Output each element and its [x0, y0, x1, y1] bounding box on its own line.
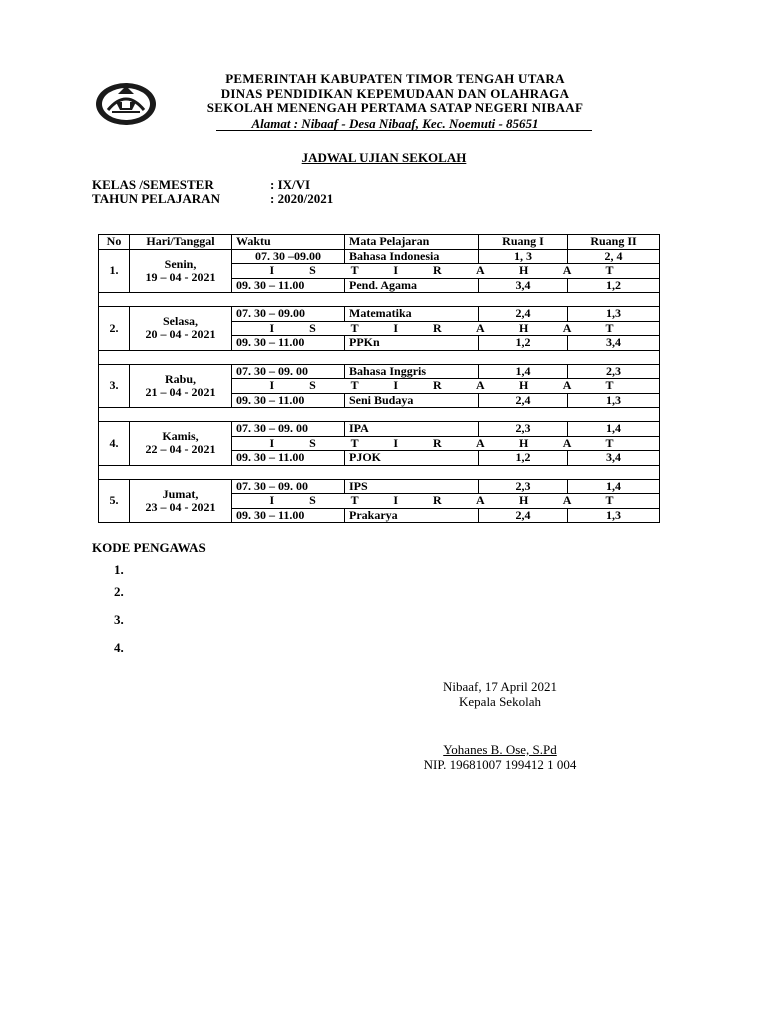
- list-item: 1.: [114, 562, 124, 577]
- session-2-subject: Prakarya: [345, 508, 479, 523]
- session-1-room-2: 2, 4: [568, 249, 660, 264]
- list-item: 3.: [114, 612, 124, 627]
- session-2-time: 09. 30 – 11.00: [232, 508, 345, 523]
- day-number: 5.: [99, 479, 130, 523]
- kelas-value: : IX/VI: [270, 177, 311, 192]
- session-2-room-2: 3,4: [568, 451, 660, 466]
- spacer-row: [99, 350, 660, 364]
- supervisor-code-section: [92, 540, 206, 668]
- session-2-room-2: 1,3: [568, 508, 660, 523]
- day-number: 4.: [99, 422, 130, 466]
- break-label: I S T I R A H A T: [232, 379, 660, 394]
- session-1-room-2: 1,4: [568, 422, 660, 437]
- session-1-subject: IPA: [345, 422, 479, 437]
- session-2-time: 09. 30 – 11.00: [232, 336, 345, 351]
- break-label: I S T I R A H A T: [232, 494, 660, 509]
- list-item: 4.: [114, 640, 124, 655]
- letterhead-line-2: DINAS PENDIDIKAN KEPEMUDAAN DAN OLAHRAGA: [220, 85, 570, 101]
- day-date-cell: Jumat, 23 – 04 - 2021: [130, 479, 232, 523]
- day-number: 2.: [99, 307, 130, 351]
- session-2-room-2: 1,2: [568, 278, 660, 293]
- tahun-value: : 2020/2021: [270, 191, 334, 206]
- school-emblem-logo: [94, 80, 158, 128]
- session-1-room-1: 2,3: [479, 422, 568, 437]
- session-2-subject: PJOK: [345, 451, 479, 466]
- session-1-subject: Bahasa Indonesia: [345, 249, 479, 264]
- session-2-time: 09. 30 – 11.00: [232, 451, 345, 466]
- session-2-time: 09. 30 – 11.00: [232, 278, 345, 293]
- table-row: [99, 249, 660, 264]
- spacer-row: [99, 465, 660, 479]
- session-1-time: 07. 30 – 09. 00: [232, 422, 345, 437]
- session-1-room-2: 2,3: [568, 364, 660, 379]
- session-2-room-1: 2,4: [479, 508, 568, 523]
- signature-place-date: Nibaaf, 17 April 2021: [442, 679, 558, 694]
- day-date-cell: Senin, 19 – 04 - 2021: [130, 249, 232, 293]
- table-row: [99, 422, 660, 437]
- session-2-room-1: 1,2: [479, 336, 568, 351]
- session-2-room-1: 1,2: [479, 451, 568, 466]
- break-label: I S T I R A H A T: [232, 436, 660, 451]
- letterhead-divider: [216, 130, 592, 131]
- break-label: I S T I R A H A T: [232, 321, 660, 336]
- supervisor-code-title: KODE PENGAWAS: [92, 540, 206, 555]
- header-room-2: Ruang II: [568, 235, 660, 250]
- session-1-subject: Bahasa Inggris: [345, 364, 479, 379]
- signature-nip: NIP. 19681007 199412 1 004: [423, 756, 577, 772]
- session-1-time: 07. 30 –09.00: [232, 249, 345, 264]
- day-date-cell: Kamis, 22 – 04 - 2021: [130, 422, 232, 466]
- day-number: 1.: [99, 249, 130, 293]
- spacer-row: [99, 408, 660, 422]
- session-1-room-1: 2,3: [479, 479, 568, 494]
- session-2-subject: PPKn: [345, 336, 479, 351]
- day-date-cell: Rabu, 21 – 04 - 2021: [130, 364, 232, 408]
- letterhead: [160, 72, 630, 131]
- session-2-time: 09. 30 – 11.00: [232, 393, 345, 408]
- letterhead-line-3: SEKOLAH MENENGAH PERTAMA SATAP NEGERI NIBAAF: [206, 100, 584, 115]
- signature-block: [400, 680, 600, 772]
- signature-name: Yohanes B. Ose, S.Pd: [443, 742, 557, 757]
- table-row: [99, 479, 660, 494]
- session-1-subject: Matematika: [345, 307, 479, 322]
- session-2-subject: Seni Budaya: [345, 393, 479, 408]
- table-row: [99, 364, 660, 379]
- spacer-row: [99, 293, 660, 307]
- table-header-row: [99, 235, 660, 250]
- table-row: [99, 307, 660, 322]
- class-info: [92, 178, 333, 206]
- session-1-time: 07. 30 – 09.00: [232, 307, 345, 322]
- tahun-label: TAHUN PELAJARAN: [92, 191, 220, 206]
- session-1-time: 07. 30 – 09. 00: [232, 479, 345, 494]
- session-1-room-1: 1, 3: [479, 249, 568, 264]
- letterhead-line-1: PEMERINTAH KABUPATEN TIMOR TENGAH UTARA: [225, 71, 565, 86]
- session-2-subject: Pend. Agama: [345, 278, 479, 293]
- session-1-room-1: 2,4: [479, 307, 568, 322]
- exam-schedule-table: [98, 234, 660, 523]
- session-2-room-2: 1,3: [568, 393, 660, 408]
- kelas-label: KELAS /SEMESTER: [92, 177, 214, 192]
- session-1-room-2: 1,3: [568, 307, 660, 322]
- header-subject: Mata Pelajaran: [345, 235, 479, 250]
- supervisor-code-list: [92, 562, 206, 668]
- session-2-room-1: 2,4: [479, 393, 568, 408]
- session-1-subject: IPS: [345, 479, 479, 494]
- header-day: Hari/Tanggal: [130, 235, 232, 250]
- break-label: I S T I R A H A T: [232, 264, 660, 279]
- session-2-room-1: 3,4: [479, 278, 568, 293]
- session-1-time: 07. 30 – 09. 00: [232, 364, 345, 379]
- day-number: 3.: [99, 364, 130, 408]
- letterhead-address: Alamat : Nibaaf - Desa Nibaaf, Kec. Noemuti - 85651: [251, 115, 539, 131]
- session-2-room-2: 3,4: [568, 336, 660, 351]
- document-title: JADWAL UJIAN SEKOLAH: [301, 150, 467, 165]
- session-1-room-2: 1,4: [568, 479, 660, 494]
- signature-role: Kepala Sekolah: [459, 693, 541, 709]
- list-item: 2.: [114, 584, 124, 599]
- header-time: Waktu: [232, 235, 345, 250]
- header-no: No: [99, 235, 130, 250]
- day-date-cell: Selasa, 20 – 04 - 2021: [130, 307, 232, 351]
- session-1-room-1: 1,4: [479, 364, 568, 379]
- header-room-1: Ruang I: [479, 235, 568, 250]
